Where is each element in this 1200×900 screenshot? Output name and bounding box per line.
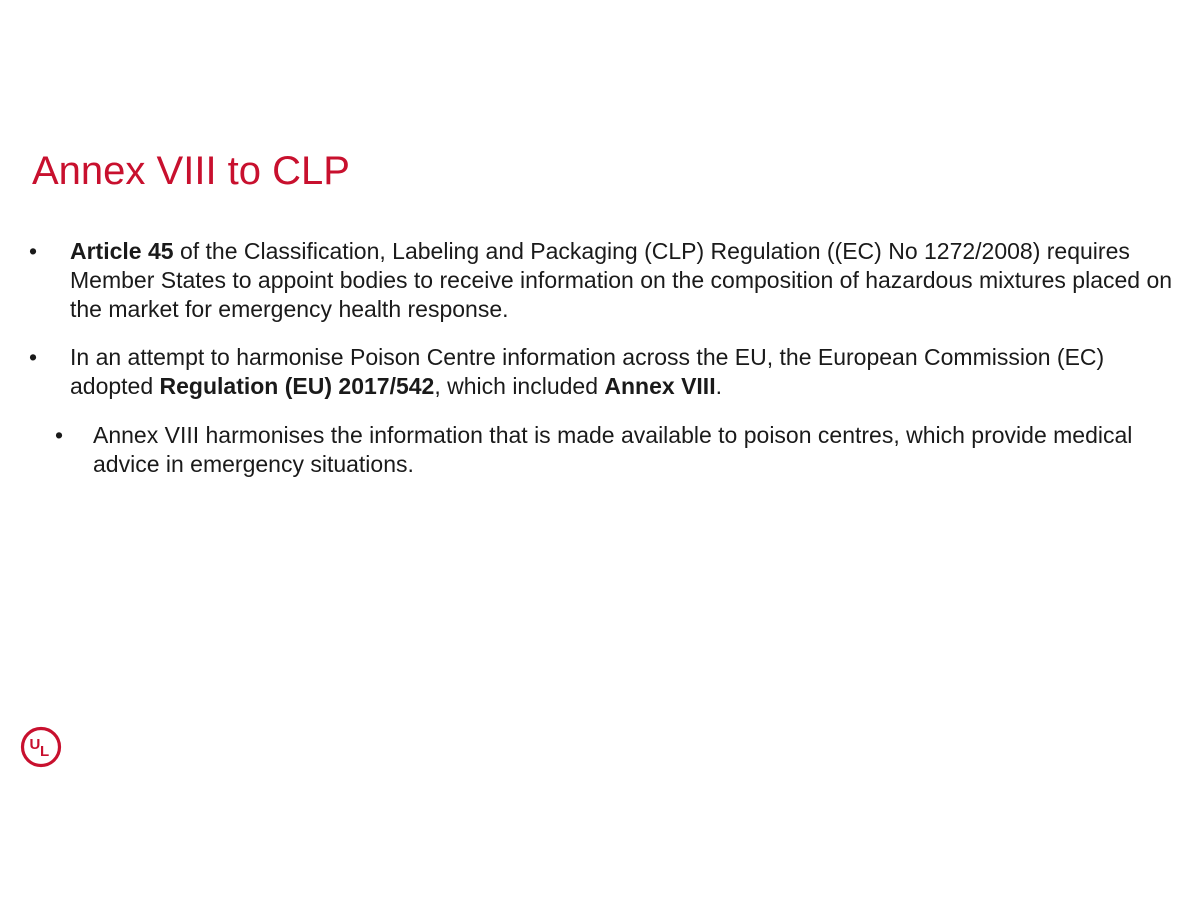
- bullet-item-article-45: [0, 237, 1200, 324]
- bullet-marker: •: [29, 344, 38, 370]
- bold-regulation: Regulation (EU) 2017/542: [159, 373, 435, 399]
- bullet-marker: •: [55, 422, 64, 448]
- ul-logo-icon: [20, 726, 62, 768]
- bullet-text: [70, 343, 1180, 401]
- sub-bullet-item-annex: [0, 421, 1200, 479]
- bullet-body-a: In an attempt to harmonise Poison Centre information across the EU, the European Commission (EC) adopted: [70, 344, 1105, 399]
- bold-lead: Article 45: [70, 238, 174, 264]
- bullet-text: [70, 237, 1180, 324]
- bullet-body: of the Classification, Labeling and Packaging (CLP) Regulation ((EC) No 1272/2008) requires Member States to appoint bodies to receive information on the composition of hazardous mixtures placed on the market for emergency health response.: [70, 238, 1173, 322]
- bullet-item-harmonise: [0, 343, 1200, 401]
- logo-letter-u: U: [29, 736, 41, 753]
- bullet-list: [0, 237, 1200, 479]
- logo-letter-l: L: [40, 743, 50, 760]
- bullet-marker: •: [29, 238, 38, 264]
- bullet-text: Annex VIII harmonises the information that is made available to poison centres, which provide medical advice in emergency situations.: [93, 422, 1133, 477]
- bullet-body-b: , which included: [434, 373, 605, 399]
- slide-title: Annex VIII to CLP: [32, 149, 350, 193]
- bullet-body-c: .: [715, 373, 722, 399]
- bold-annex: Annex VIII: [604, 373, 716, 399]
